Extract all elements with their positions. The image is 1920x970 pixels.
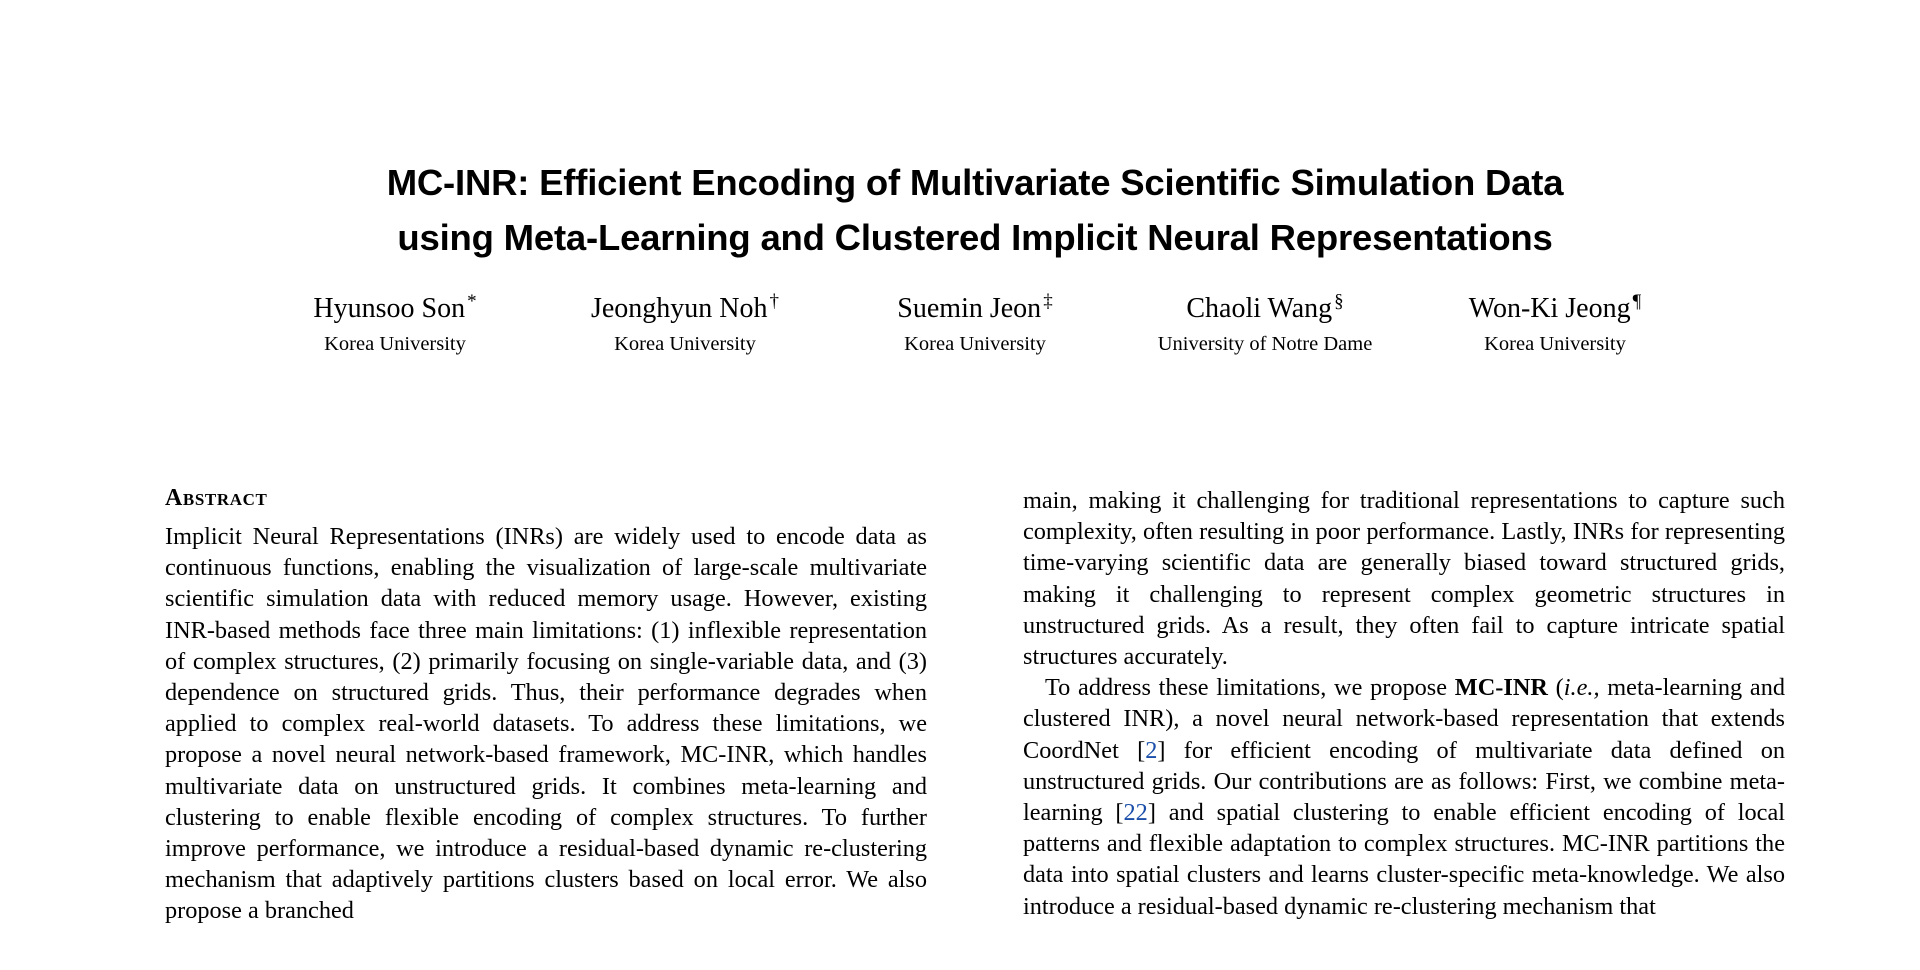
abstract-heading: Abstract (165, 485, 268, 511)
author-affiliation: Korea University (614, 333, 756, 355)
author-affiliation: Korea University (1484, 333, 1626, 355)
author-affiliation: University of Notre Dame (1157, 333, 1373, 355)
author-entry (830, 292, 1120, 358)
text-run: ] and spatial clustering to enable efficient encoding of local patterns and flexible adaptation to complex structures. MC-INR partitions the data into spatial clusters and learns cluster-specific meta-knowledge. We also introduce a residual-based dynamic re-clustering mechanism that (1023, 799, 1785, 920)
contributions-paragraph (1023, 672, 1785, 922)
intro-paragraph-continued: main, making it challenging for traditional representations to capture such complexity, often resulting in poor performance. Lastly, INRs for representing time-varying scientific data are generally biased toward structured grids, making it challenging to represent complex geometric structures in unstructured grids. As a result, they often fail to capture intricate spatial structures accurately. (1023, 487, 1785, 671)
title-line-2: using Meta-Learning and Clustered Implicit Neural Representations (397, 217, 1553, 258)
author-affiliation: Korea University (904, 333, 1046, 355)
author-name (1410, 292, 1700, 326)
author-entry (250, 292, 540, 358)
text-run: ( (1547, 674, 1564, 702)
text-run-italic: i.e., (1563, 674, 1600, 702)
author-symbol: ¶ (1632, 290, 1642, 312)
author-name-text: Won-Ki Jeong (1468, 293, 1631, 324)
author-affiliation: Korea University (324, 333, 466, 355)
citation-link[interactable]: 2 (1145, 736, 1158, 764)
abstract-text: Implicit Neural Representations (INRs) are widely used to encode data as continuous functions, enabling the visualization of large-scale multivariate scientific simulation data with reduced memory usage. However, existing INR-based methods face three main limitations: (1) inflexible representation of complex structures, (2) primarily focusing on single-variable data, and (3) dependence on structured grids. Thus, their performance degrades when applied to complex real-world datasets. To address these limitations, we propose a novel neural network-based framework, MC-INR, which handles multivariate data on unstructured grids. It combines meta-learning and clustering to enable flexible encoding of complex structures. To further improve performance, we introduce a residual-based dynamic re-clustering mechanism that adaptively partitions clusters based on local error. We also propose a branched (165, 523, 927, 925)
author-entry (1120, 292, 1410, 358)
author-entry (1410, 292, 1700, 358)
author-name-text: Suemin Jeon (897, 293, 1042, 324)
text-run: To address these limitations, we propose (1045, 674, 1455, 702)
citation-link[interactable]: 22 (1123, 799, 1148, 827)
author-name (540, 292, 830, 326)
author-name (830, 292, 1120, 326)
author-name (1120, 292, 1410, 326)
text-run: ] for efficient encoding of multivariate data defined on unstructured grids. Our contributions are as follows: First, we combine meta-learning [ (1023, 736, 1785, 827)
title-line-1: MC-INR: Efficient Encoding of Multivariate Scientific Simulation Data (386, 162, 1564, 203)
text-run: meta-learning and clustered INR), a novel neural network-based representation that extends CoordNet [ (1023, 674, 1786, 764)
author-symbol: † (769, 290, 780, 312)
author-list (165, 292, 1785, 358)
author-name-text: Jeonghyun Noh (590, 293, 768, 324)
author-name (250, 292, 540, 326)
body-columns (165, 485, 1785, 927)
author-symbol: § (1334, 290, 1344, 312)
author-symbol: * (467, 290, 477, 312)
method-name: MC-INR (1454, 674, 1548, 702)
left-column (165, 485, 927, 927)
author-name-text: Hyunsoo Son (313, 293, 466, 324)
right-column (1023, 485, 1785, 927)
author-name-text: Chaoli Wang (1186, 293, 1333, 324)
author-entry (540, 292, 830, 358)
paper-header (165, 0, 1785, 358)
author-symbol: ‡ (1043, 290, 1053, 312)
page-title (165, 155, 1785, 265)
